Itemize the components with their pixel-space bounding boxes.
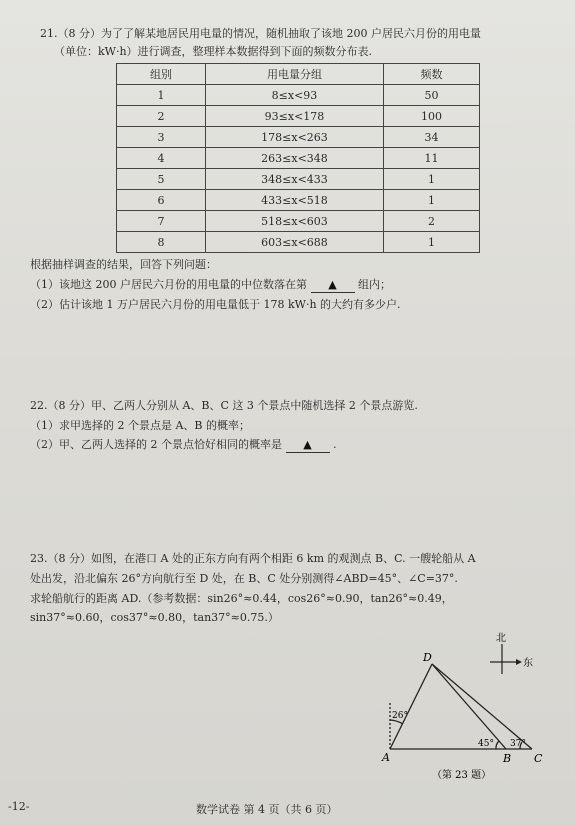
cell-range: 603≤x<688	[206, 232, 384, 253]
q22-part2-text: （2）甲、乙两人选择的 2 个景点恰好相同的概率是	[30, 438, 282, 451]
q21-line1: 21.（8 分）为了了解某地居民用电量的情况，随机抽取了该地 200 户居民六月份的用电量	[40, 27, 481, 40]
cell-frequency: 2	[384, 211, 480, 232]
q23-line1: 23.（8 分）如图，在港口 A 处的正东方向有两个相距 6 km 的观测点 B、C. 一艘轮船从 A	[30, 552, 476, 565]
cell-frequency: 1	[384, 190, 480, 211]
cell-range: 433≤x<518	[206, 190, 384, 211]
cell-range: 518≤x<603	[206, 211, 384, 232]
q21-intro: 根据抽样调查的结果，回答下列问题：	[30, 258, 217, 271]
point-B-label: B	[503, 752, 512, 765]
table-header-row	[117, 64, 480, 85]
table-row	[117, 106, 480, 127]
answer-triangle-icon: ▲	[303, 438, 312, 451]
frequency-table	[116, 63, 480, 253]
cell-group: 7	[117, 211, 206, 232]
q22-part2	[30, 438, 337, 453]
header-frequency: 频数	[384, 64, 480, 85]
cell-group: 8	[117, 232, 206, 253]
table-row	[117, 232, 480, 253]
cell-range: 178≤x<263	[206, 127, 384, 148]
line-AD	[390, 664, 432, 749]
point-D-label: D	[423, 651, 432, 664]
compass-icon	[490, 644, 522, 674]
line-DC	[432, 664, 532, 749]
header-group: 组别	[117, 64, 206, 85]
q23-figure	[370, 632, 560, 782]
point-A-label: A	[382, 751, 390, 764]
q21-part1-text: （1）该地这 200 户居民六月份的用电量的中位数落在第	[30, 278, 307, 291]
figure-caption: （第 23 题）	[432, 770, 492, 781]
q22-line1: 22.（8 分）甲、乙两人分别从 A、B、C 这 3 个景点中随机选择 2 个景点游览.	[30, 399, 418, 412]
cell-group: 3	[117, 127, 206, 148]
answer-blank	[311, 278, 355, 293]
footer-text: 数学试卷 第 4 页（共 6 页）	[196, 803, 338, 816]
cell-group: 2	[117, 106, 206, 127]
page-number: -12-	[8, 800, 30, 813]
cell-frequency: 34	[384, 127, 480, 148]
table-row	[117, 169, 480, 190]
cell-frequency: 1	[384, 169, 480, 190]
angle-37-label: 37°	[510, 739, 526, 749]
q23-line2: 处出发，沿北偏东 26°方向航行至 D 处，在 B、C 处分别测得∠ABD=45°、∠C=37°.	[30, 572, 458, 585]
north-label: 北	[496, 633, 506, 644]
cell-range: 263≤x<348	[206, 148, 384, 169]
cell-frequency: 100	[384, 106, 480, 127]
q21-part1	[30, 278, 391, 293]
point-C-label: C	[534, 752, 543, 765]
cell-group: 6	[117, 190, 206, 211]
table-row	[117, 85, 480, 106]
triangle-diagram	[390, 664, 532, 749]
cell-frequency: 1	[384, 232, 480, 253]
table-row	[117, 190, 480, 211]
header-range: 用电量分组	[206, 64, 384, 85]
cell-group: 5	[117, 169, 206, 190]
cell-group: 4	[117, 148, 206, 169]
angle-45-arc	[496, 741, 499, 749]
line-DB	[432, 664, 506, 749]
cell-frequency: 11	[384, 148, 480, 169]
q22-part2-suffix: .	[333, 438, 337, 451]
answer-triangle-icon: ▲	[328, 278, 337, 291]
angle-45-label: 45°	[478, 739, 494, 749]
q21-part2: （2）估计该地 1 万户居民六月份的用电量低于 178 kW·h 的大约有多少户.	[30, 298, 401, 311]
cell-range: 348≤x<433	[206, 169, 384, 190]
q23-line4: sin37°≈0.60，cos37°≈0.80，tan37°≈0.75.）	[30, 611, 279, 624]
angle-26-label: 26°	[392, 711, 408, 721]
q23-line3: 求轮船航行的距离 AD.（参考数据：sin26°≈0.44，cos26°≈0.90，tan26°≈0.49，	[30, 592, 453, 605]
east-label: 东	[523, 658, 533, 669]
q21-part1-suffix: 组内；	[358, 278, 391, 291]
q21-line2: （单位：kW·h）进行调查，整理样本数据得到下面的频数分布表.	[54, 45, 373, 58]
table-row	[117, 148, 480, 169]
cell-range: 93≤x<178	[206, 106, 384, 127]
cell-group: 1	[117, 85, 206, 106]
table-row	[117, 211, 480, 232]
q22-part1: （1）求甲选择的 2 个景点是 A、B 的概率；	[30, 419, 251, 432]
cell-frequency: 50	[384, 85, 480, 106]
answer-blank	[286, 438, 330, 453]
table-row	[117, 127, 480, 148]
cell-range: 8≤x<93	[206, 85, 384, 106]
